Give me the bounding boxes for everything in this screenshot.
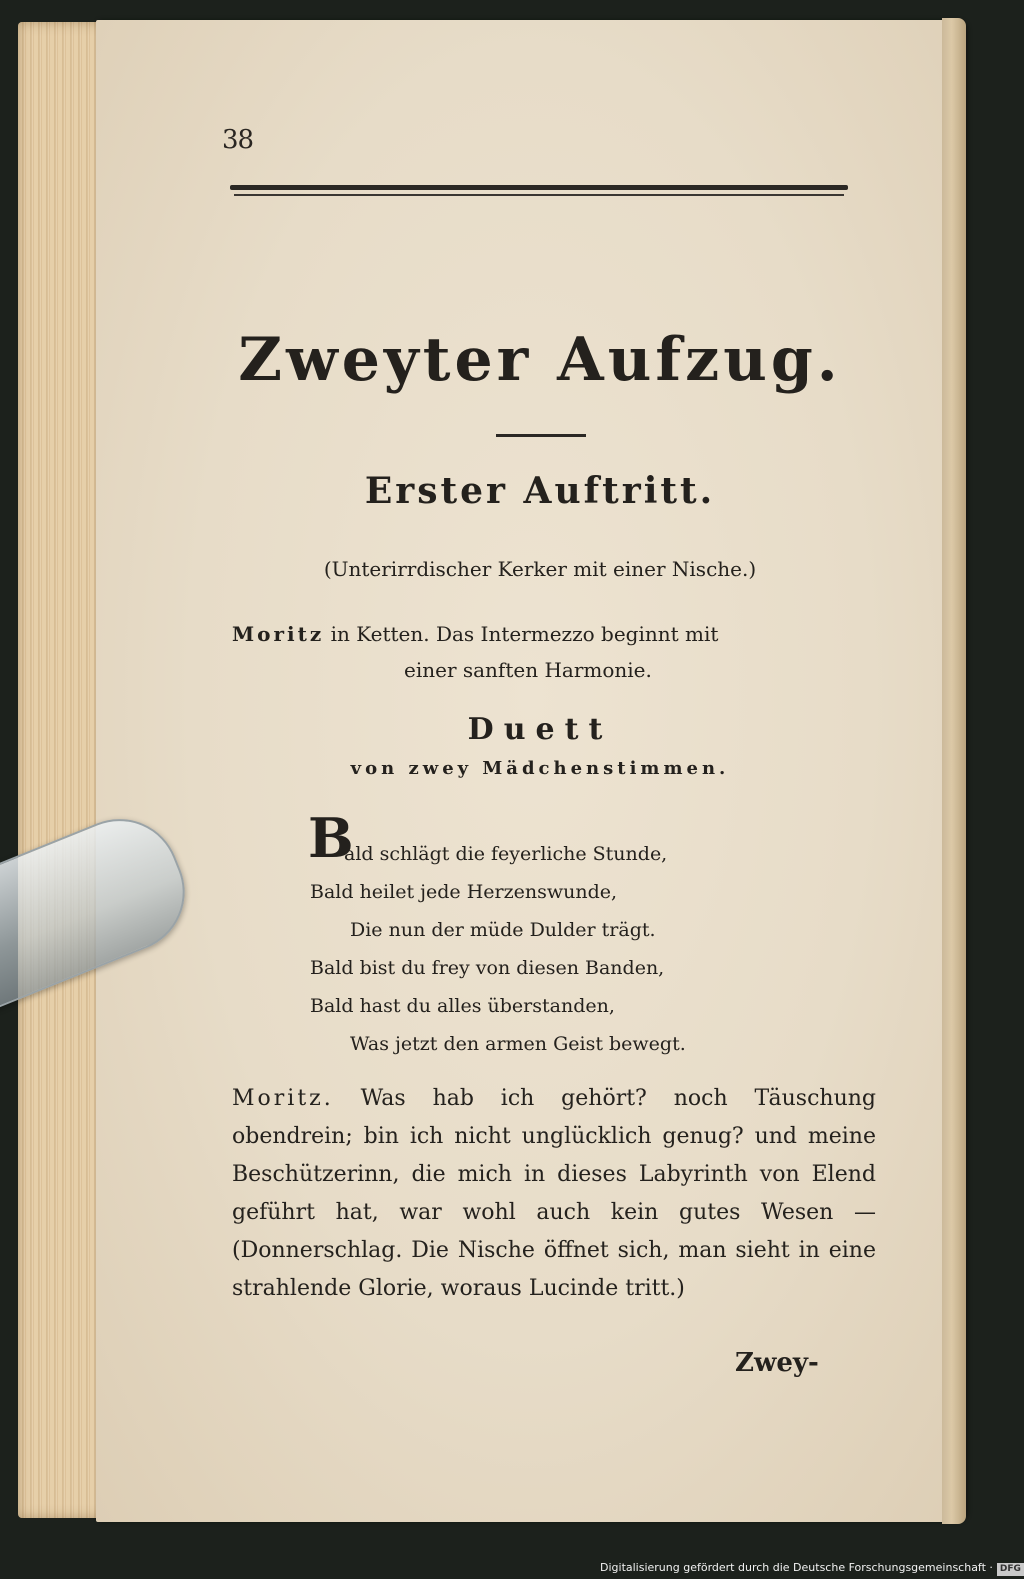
book-spine — [942, 18, 966, 1524]
verse — [310, 835, 870, 1063]
header-rule — [230, 185, 848, 199]
character-name: Moritz — [232, 622, 325, 646]
verse-line: ald schlägt die feyerliche Stunde, — [344, 843, 668, 865]
catchword: Zwey- — [735, 1348, 819, 1378]
prose-text: Was hab ich gehört? noch Täuschung obendrein; bin ich nicht unglücklich genug? und meine Beschützerinn, die mich in dieses Labyrinth von Elend geführt hat, war wohl auch kein gutes Wesen — (Donnerschlag. Die Nische öffnet sich, man sieht in eine strahlende Glorie, woraus Lucinde tritt.) — [232, 1086, 876, 1301]
title-rule — [496, 434, 586, 437]
footer-text: Digitalisierung gefördert durch die Deutsche Forschungsgemeinschaft · — [600, 1561, 993, 1574]
stage-direction: (Unterirrdischer Kerker mit einer Nische.) — [323, 557, 757, 581]
setting-line-2: einer sanften Harmonie. — [404, 658, 652, 682]
verse-line: Bald hast du alles überstanden, — [310, 995, 615, 1017]
dfg-logo: DFG — [997, 1563, 1024, 1576]
act-title: Zweyter Aufzug. — [238, 325, 842, 395]
verse-line: Bald heilet jede Herzenswunde, — [310, 881, 618, 903]
scene-title: Erster Auftritt. — [364, 470, 716, 512]
duet-subtitle: von zwey Mädchenstimmen. — [350, 758, 730, 779]
header-rule-thick — [230, 185, 848, 190]
drop-initial: B — [308, 806, 354, 870]
header-rule-thin — [234, 194, 844, 196]
prose-paragraph — [232, 1080, 876, 1308]
verse-line: Die nun der müde Dulder trägt. — [350, 919, 656, 941]
footer-credit — [600, 1558, 1021, 1578]
speaker-name: Moritz. — [232, 1086, 334, 1111]
stage-setting — [232, 616, 882, 688]
verse-line: Bald bist du frey von diesen Banden, — [310, 957, 665, 979]
page-number: 38 — [222, 125, 254, 155]
setting-line-1: in Ketten. Das Intermezzo beginnt mit — [324, 622, 719, 646]
verse-line: Was jetzt den armen Geist bewegt. — [350, 1033, 686, 1055]
duet-title: Duett — [467, 712, 613, 747]
